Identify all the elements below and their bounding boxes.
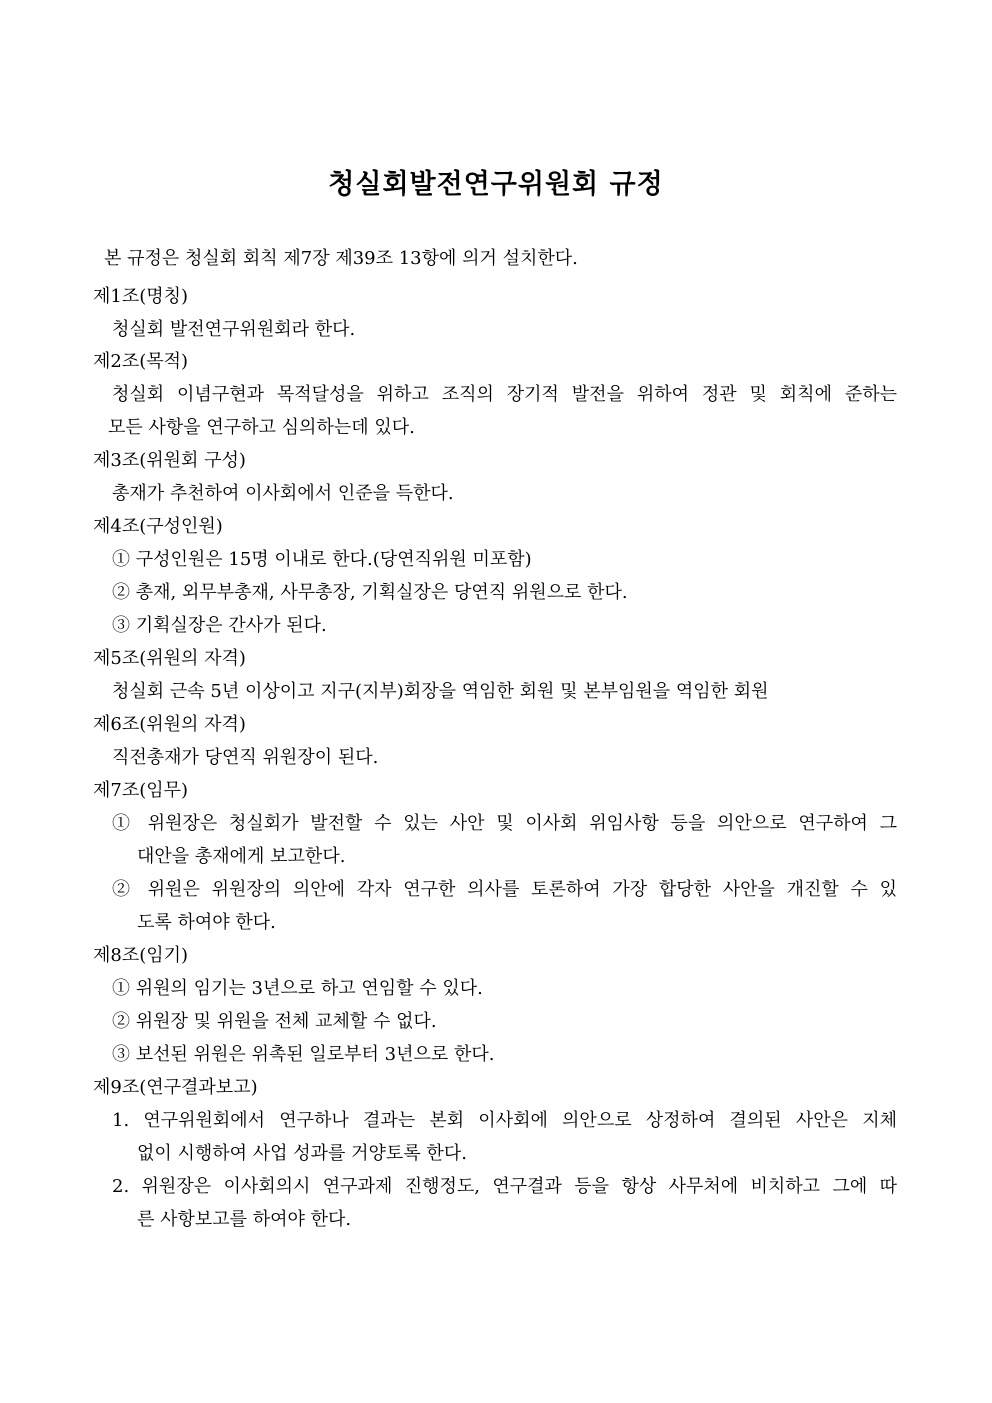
- article-9-heading: 제9조(연구결과보고): [93, 1077, 258, 1098]
- article-5-heading: 제5조(위원의 자격): [93, 648, 246, 669]
- article-8-heading: 제8조(임기): [93, 945, 189, 966]
- article-1-heading: 제1조(명칭): [93, 286, 189, 307]
- article-6-text: 직전총재가 당연직 위원장이 된다.: [112, 747, 379, 768]
- article-4-item-1: ① 구성인원은 15명 이내로 한다.(당연직위원 미포함): [112, 549, 532, 570]
- article-7-item-2-line2: 도록 하여야 한다.: [137, 912, 276, 933]
- article-6-heading: 제6조(위원의 자격): [93, 714, 246, 735]
- article-2-text-line1: 청실회 이념구현과 목적달성을 위하고 조직의 장기적 발전을 위하여 정관 및 회칙에 준하는: [112, 384, 897, 405]
- article-7-item-1-line1: ① 위원장은 청실회가 발전할 수 있는 사안 및 이사회 위임사항 등을 의안으로 연구하여 그: [112, 813, 897, 834]
- article-9-item-2-line1: 2. 위원장은 이사회의시 연구과제 진행정도, 연구결과 등을 항상 사무처에 비치하고 그에 따: [112, 1176, 897, 1197]
- article-4-heading: 제4조(구성인원): [93, 516, 223, 537]
- article-7-item-1-line2: 대안을 총재에게 보고한다.: [137, 846, 346, 867]
- article-9-item-2-line2: 른 사항보고를 하여야 한다.: [137, 1209, 352, 1230]
- article-2-text-line2: 모든 사항을 연구하고 심의하는데 있다.: [108, 417, 415, 438]
- article-4-item-3: ③ 기획실장은 간사가 된다.: [112, 615, 327, 636]
- intro-paragraph: 본 규정은 청실회 회칙 제7장 제39조 13항에 의거 설치한다.: [104, 248, 578, 269]
- article-8-item-3: ③ 보선된 위원은 위촉된 일로부터 3년으로 한다.: [112, 1044, 495, 1065]
- article-4-item-2: ② 총재, 외무부총재, 사무총장, 기획실장은 당연직 위원으로 한다.: [112, 582, 628, 603]
- article-3-text: 총재가 추천하여 이사회에서 인준을 득한다.: [112, 483, 454, 504]
- article-7-item-2-line1: ② 위원은 위원장의 의안에 각자 연구한 의사를 토론하여 가장 합당한 사안을 개진할 수 있: [112, 879, 897, 900]
- article-9-item-1-line1: 1. 연구위원회에서 연구하나 결과는 본회 이사회에 의안으로 상정하여 결의된 사안은 지체: [112, 1110, 897, 1131]
- document-title: 청실회발전연구위원회 규정: [328, 169, 664, 200]
- article-8-item-2: ② 위원장 및 위원을 전체 교체할 수 없다.: [112, 1011, 437, 1032]
- article-8-item-1: ① 위원의 임기는 3년으로 하고 연임할 수 있다.: [112, 978, 483, 999]
- article-5-text: 청실회 근속 5년 이상이고 지구(지부)회장을 역임한 회원 및 본부임원을 역임한 회원: [112, 681, 769, 702]
- article-2-heading: 제2조(목적): [93, 351, 189, 372]
- article-9-item-1-line2: 없이 시행하여 사업 성과를 거양토록 한다.: [137, 1143, 467, 1164]
- article-7-heading: 제7조(임무): [93, 780, 189, 801]
- article-3-heading: 제3조(위원회 구성): [93, 450, 246, 471]
- article-1-text: 청실회 발전연구위원회라 한다.: [112, 319, 356, 340]
